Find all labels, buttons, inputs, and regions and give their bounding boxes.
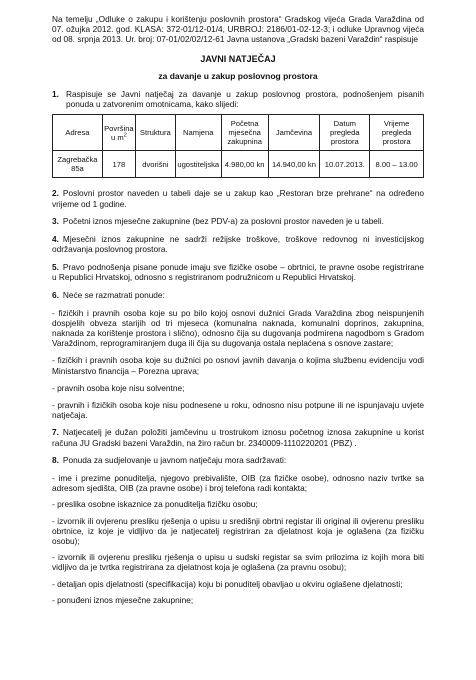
item-1 (52, 89, 424, 109)
paragraph-7: 7. Natjecatelj je dužan položiti jamčevinu u trostrukom iznosu početnog iznosa zakupnine u korist računa JU Gradski bazeni Varaždin, na žiro račun br. 2340009-1110220201 (PBZ) . (52, 427, 424, 448)
paragraph-8-item-2: - preslika osobne iskaznice za ponuditelja fizičku osobu; (52, 499, 258, 510)
header-datum-pregleda: Datum pregleda prostora (320, 115, 370, 151)
paragraph-8-item-6: - ponuđeni iznos mjesečne zakupnine; (52, 594, 194, 605)
paragraph-6-item-2: - fizičkih i pravnih osoba koje su dužnici po osnovi javnih davanja o kojima službenu evidenciju vodi Ministarstvo financija – Porezna uprava; (52, 355, 424, 376)
document-subtitle: za davanje u zakup poslovnog prostora (158, 70, 318, 81)
document-page (52, 14, 424, 611)
cell-namjena: ugostiteljska (175, 151, 221, 178)
cell-datum-pregleda: 10.07.2013. (320, 151, 370, 178)
header-adresa: Adresa (53, 115, 103, 151)
table-header-row (53, 115, 424, 151)
cell-povrsina: 178 (102, 151, 135, 178)
rental-table (52, 114, 424, 178)
cell-adresa: Zagrebačka 85a (53, 151, 103, 178)
paragraph-8: 8. Ponuda za sudjelovanje u javnom natječaju mora sadržavati: (52, 455, 287, 466)
paragraph-5: 5. Pravo podnošenja pisane ponude imaju sve fizičke osobe – obrtnici, te pravne osobe registrirane u Republici Hrvatskoj, odnosno s registriranom podružnicom u Republici Hrvatskoj. (52, 261, 424, 283)
cell-struktura: dvorišni (135, 151, 175, 178)
paragraph-2: 2. Poslovni prostor naveden u tabeli daje se u zakup kao „Restoran brze prehrane“ na određeno vrijeme od 1 godine. (52, 188, 424, 209)
item-1-text: Raspisuje se Javni natječaj za davanje u zakup poslovnog prostora, podnošenjem pisanih ponuda u zatvorenim omotnicama, kako slijedi: (66, 89, 424, 110)
paragraph-6: 6. Neće se razmatrati ponude: (52, 289, 165, 300)
header-jamcevina: Jamčevina (268, 115, 320, 151)
header-povrsina: Površina u $m^2$ (102, 115, 135, 151)
table-row (53, 151, 424, 178)
paragraph-6-item-3: - pravnih osoba koje nisu solventne; (52, 382, 185, 393)
paragraph-3: 3. Početni iznos mjesečne zakupnine (bez PDV-a) za poslovni prostor naveden je u tabeli. (52, 216, 384, 227)
paragraph-6-item-1: - fizičkih i pravnih osoba koje su po bilo kojoj osnovi dužnici Grada Varaždina zbog neispunjenih dospjelih obveza starijih od tri mjeseca (komunalna naknada, komunalni doprinos, zakupnina, naknada za korištenje prostora i slično), odnosno čija su dugovanja podmirena nagodbom s Gradom Varaždinom, reprogramiranjem duga ili čija su dugovanja ostala neplaćena s osnove zastare; (52, 307, 424, 349)
header-vrijeme-pregleda: Vrijeme pregleda prostora (370, 115, 424, 151)
header-struktura: Struktura (135, 115, 175, 151)
header-namjena: Namjena (175, 115, 221, 151)
paragraph-4: 4. Mjesečni iznos zakupnine ne sadrži režijske troškove, troškove redovnog ni investicijskog održavanja poslovnog prostora. (52, 234, 424, 255)
cell-pocetna-zakupnina: 4.980,00 kn (221, 151, 268, 178)
item-1-number: 1. (52, 89, 59, 100)
cell-jamcevina: 14.940,00 kn (268, 151, 320, 178)
header-pocetna-zakupnina: Početna mjesečna zakupnina (221, 115, 268, 151)
cell-vrijeme-pregleda: 8.00 – 13.00 (370, 151, 424, 178)
paragraph-8-item-3: - izvornik ili ovjerenu presliku rješenja o upisu u središnji obrtni registar ili original ili ovjerenu presliku obrtnice, iz koje je vidljivo da je natjecatelj registriran za djelatnost koja je oglašena (za fizičku osobu); (52, 515, 424, 546)
paragraph-8-item-5: - detaljan opis djelatnosti (specifikacija) koju bi ponuditelj obavljao u okviru oglašene djelatnosti; (52, 578, 403, 589)
document-title: JAVNI NATJEČAJ (200, 53, 276, 64)
paragraph-6-item-4: - pravnih i fizičkih osoba koje nisu podnesene u roku, odnosno nisu potpune ili ne ispunjavaju uvjete natječaja. (52, 399, 424, 421)
paragraph-8-item-4: - izvornik ili ovjerenu presliku rješenja o upisu u sudski registar sa svim prilozima iz kojih mora biti vidljivo da je tvrtka registrirana za djelatnost koja je oglašena (za pravnu osobu); (52, 552, 424, 573)
intro-paragraph: Na temelju „Odluke o zakupu i korištenju poslovnih prostora“ Gradskog vijeća Grada Varaždina od 07. ožujka 2012. god. KLASA: 372-01/12-01/4, URBROJ: 2186/01-02-12-3; i odluke Upravnog vijeća od 08. srpnja 2013. Ur. broj: 07-01/02/02/12-61 Javna ustanova „Gradski bazeni Varaždin“ raspisuje (52, 14, 424, 45)
paragraph-8-item-1: - ime i prezime ponuditelja, njegovo prebivalište, OIB (za fizičke osobe), odnosno naziv tvrtke sa adresom sjedišta, OIB (za pravne osobe) i broj telefona radi kontakta; (52, 472, 424, 494)
